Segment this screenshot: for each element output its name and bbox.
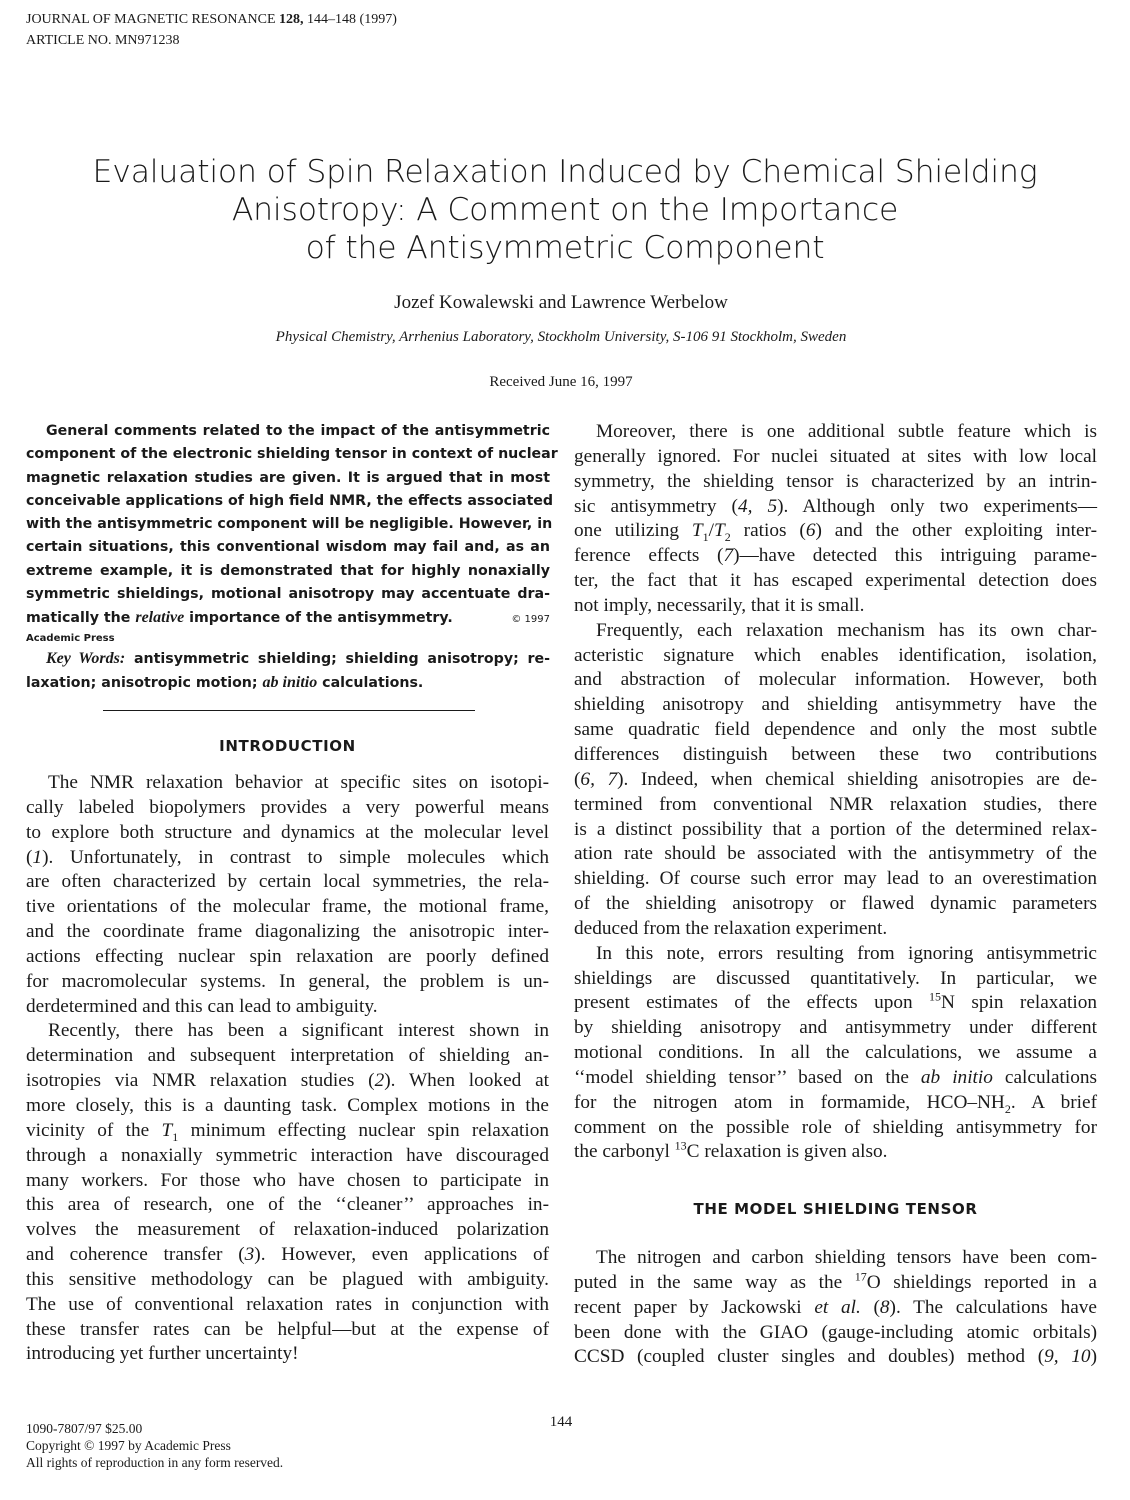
- body-line: volves the measurement of relaxation-induced polarization: [26, 1219, 549, 1241]
- body-text: calculations: [992, 1066, 1097, 1088]
- abstract: [26, 420, 558, 695]
- reference-number: 4, 5: [737, 495, 778, 517]
- body-emphasis: et al.: [814, 1296, 861, 1318]
- body-line: comment on the possible role of shielding antisymmetry for: [574, 1116, 1097, 1138]
- body-text: and coherence transfer (: [26, 1244, 245, 1266]
- right-column: [574, 420, 1097, 1165]
- reference-number: 9, 10: [1044, 1346, 1091, 1368]
- body-line: [574, 1091, 1097, 1116]
- section-heading-introduction: INTRODUCTION: [219, 737, 356, 755]
- body-text: recent paper by Jackowski: [574, 1296, 815, 1318]
- body-line: [574, 768, 1097, 793]
- body-line: shieldings are discussed quantitatively. In particular, we: [574, 967, 1097, 989]
- body-line: The nitrogen and carbon shielding tensors have been com-: [596, 1247, 1097, 1268]
- body-line: shielding. Of course such error may lead to an overestimation: [574, 868, 1097, 890]
- body-line: The use of conventional relaxation rates in conjunction with: [26, 1293, 549, 1315]
- reference-number: 6: [805, 520, 816, 542]
- body-line: and the coordinate frame diagonalizing the anisotropic inter-: [26, 921, 549, 943]
- body-line: are often characterized by certain local symmetries, the rela-: [26, 871, 549, 893]
- body-line: this area of research, one of the ‘‘cleaner’’ approaches in-: [26, 1194, 549, 1216]
- body-text: ). However, even applications of: [254, 1244, 550, 1266]
- body-line: tive orientations of the molecular frame, the motional frame,: [26, 896, 549, 918]
- body-text: minimum effecting nuclear spin relaxation: [178, 1119, 549, 1141]
- article-label: ARTICLE NO.: [26, 33, 112, 48]
- keywords-text: antisymmetric shielding; shielding anisotropy; re-: [125, 650, 550, 667]
- body-line: [574, 1140, 1097, 1165]
- math-subscript: 2: [724, 530, 731, 545]
- reference-number: 8: [879, 1296, 890, 1318]
- body-text: vicinity of the: [26, 1119, 162, 1141]
- body-line: ation rate should be associated with the antisymmetry of the: [574, 843, 1097, 865]
- body-line: motional conditions. In all the calculations, we assume a: [574, 1042, 1097, 1064]
- isotope-superscript: 13: [674, 1139, 687, 1154]
- body-text: ). Although only two experiments—: [777, 495, 1098, 517]
- body-line: differences distinguish between these two contributions: [574, 743, 1097, 765]
- isotope-superscript: 17: [854, 1269, 867, 1284]
- body-text: isotropies via NMR relaxation studies (: [26, 1070, 375, 1092]
- journal-name: JOURNAL OF MAGNETIC RESONANCE: [26, 12, 276, 27]
- paper-title: [40, 153, 1090, 267]
- body-emphasis: ab initio: [920, 1066, 993, 1088]
- title-line: Anisotropy: A Comment on the Importance: [231, 192, 899, 228]
- body-text: N spin relaxation: [941, 992, 1098, 1014]
- reference-number: 2: [374, 1070, 385, 1092]
- body-line: [574, 519, 1097, 544]
- reference-number: 7: [723, 545, 734, 567]
- math-subscript: 1: [172, 1129, 179, 1144]
- body-line: [574, 495, 1097, 520]
- right-column-continued: [574, 1246, 1097, 1370]
- article-number: MN971238: [114, 33, 180, 48]
- body-text: for the nitrogen atom in formamide, HCO–NH: [574, 1091, 1005, 1113]
- received-date: Received June 16, 1997: [489, 374, 633, 390]
- body-line: introducing yet further uncertainty!: [26, 1343, 299, 1365]
- formula-subscript: 2: [1004, 1101, 1011, 1116]
- reference-number: 1: [32, 846, 43, 868]
- math-symbol: T: [691, 520, 703, 542]
- body-line: [26, 1069, 549, 1094]
- body-text: ‘‘model shielding tensor’’ based on the: [574, 1066, 921, 1088]
- body-line: [574, 1066, 1097, 1091]
- body-line: acteristic signature which enables identification, isolation,: [574, 644, 1097, 666]
- body-text: (: [860, 1296, 880, 1318]
- journal-citation: [26, 9, 397, 30]
- keywords-label: Key Words:: [46, 649, 126, 667]
- body-text: ). Unfortunately, in contrast to simple molecules which: [42, 846, 549, 868]
- body-line: is a distinct possibility that a portion of the determined relax-: [574, 818, 1097, 840]
- body-line: determination and subsequent interpretation of shielding an-: [26, 1045, 549, 1067]
- body-line: [574, 544, 1097, 569]
- body-line: derdetermined and this can lead to ambiguity.: [26, 995, 378, 1017]
- reference-number: 3: [244, 1244, 255, 1266]
- body-line: Frequently, each relaxation mechanism has its own char-: [596, 619, 1097, 641]
- body-text: (: [574, 768, 581, 790]
- issn-price: 1090-7807/97 $25.00: [26, 1421, 143, 1436]
- abstract-line: component of the electronic shielding tensor in context of nuclear: [26, 446, 558, 463]
- body-line: termined from conventional NMR relaxation studies, there: [574, 793, 1097, 815]
- keywords-emphasis: ab initio: [262, 673, 318, 691]
- body-line: cally labeled biopolymers provides a very powerful means: [26, 796, 549, 818]
- journal-year: (1997): [359, 12, 397, 27]
- math-subscript: 1: [702, 530, 709, 545]
- body-text: present estimates of the effects upon: [574, 992, 930, 1014]
- left-column: [26, 771, 549, 1367]
- body-line: symmetry, the shielding tensor is characterized by an intrin-: [574, 470, 1097, 492]
- body-text: sic antisymmetry (: [574, 495, 738, 517]
- body-line: many workers. For those who have chosen to participate in: [26, 1169, 549, 1191]
- body-line: In this note, errors resulting from ignoring antisymmetric: [596, 942, 1097, 964]
- body-line: not imply, necessarily, that it is small.: [574, 594, 865, 616]
- abstract-line: extreme example, it is demonstrated that for highly nonaxially: [26, 562, 550, 579]
- body-line: [26, 1119, 549, 1144]
- abstract-line: General comments related to the impact of the antisymmetric: [46, 423, 550, 439]
- body-line: for macromolecular systems. In general, the problem is un-: [26, 970, 549, 992]
- affiliation: Physical Chemistry, Arrhenius Laboratory, Stockholm University, S-106 91 Stockholm, Sweden: [275, 329, 847, 345]
- math-symbol: T: [161, 1119, 173, 1141]
- math-operator: /: [708, 520, 715, 542]
- body-text: one utilizing: [574, 520, 692, 542]
- section-heading-model-shielding-tensor: THE MODEL SHIELDING TENSOR: [693, 1200, 978, 1218]
- abstract-line: magnetic relaxation studies are given. It is argued that in most: [26, 469, 550, 486]
- copyright-notice: © 1997: [511, 614, 550, 626]
- body-text: ference effects (: [574, 545, 724, 567]
- body-text: ). When looked at: [384, 1070, 549, 1092]
- keywords-line: [26, 671, 550, 695]
- body-text: ) and the other exploiting inter-: [815, 520, 1097, 542]
- math-symbol: T: [714, 520, 725, 542]
- body-line: this sensitive methodology can be plagued with ambiguity.: [26, 1268, 549, 1290]
- body-line: Recently, there has been a significant interest shown in: [48, 1020, 549, 1042]
- title-line: Evaluation of Spin Relaxation Induced by Chemical Shielding: [92, 154, 1038, 190]
- body-line: these transfer rates can be helpful—but at the expense of: [26, 1318, 549, 1340]
- body-text: C relaxation is given also.: [686, 1141, 888, 1163]
- body-text: ratios (: [730, 520, 806, 542]
- rights-line: All rights of reproduction in any form reserved.: [26, 1455, 284, 1470]
- abstract-line: symmetric shieldings, motional anisotropy may accentuate dra-: [26, 586, 550, 603]
- keywords-text: laxation; anisotropic motion;: [26, 674, 263, 691]
- abstract-emphasis: relative: [135, 609, 185, 627]
- body-line: to explore both structure and dynamics at the molecular level: [26, 821, 549, 843]
- page-number: 144: [549, 1414, 573, 1430]
- body-text: puted in the same way as the: [574, 1271, 855, 1293]
- journal-pages: 144–148: [307, 12, 357, 27]
- body-line: ter, the fact that it has escaped experimental detection does: [574, 570, 1097, 592]
- journal-volume: 128,: [279, 12, 304, 27]
- body-line: by shielding anisotropy and antisymmetry under different: [574, 1017, 1097, 1039]
- body-line: more closely, this is a daunting task. Complex motions in the: [26, 1094, 549, 1116]
- body-line: of the shielding anisotropy or flawed dynamic parameters: [574, 893, 1097, 915]
- publisher-name: Academic Press: [26, 632, 115, 644]
- body-text: )—have detected this intriguing parame-: [733, 545, 1097, 567]
- body-text: . A brief: [1010, 1091, 1098, 1113]
- body-line: [574, 1271, 1097, 1296]
- body-line: through a nonaxially symmetric interaction have discouraged: [26, 1144, 549, 1166]
- abstract-text: importance of the antisymmetry.: [184, 610, 453, 627]
- keywords-line: [26, 647, 550, 671]
- body-line: The NMR relaxation behavior at specific sites on isotopi-: [48, 772, 549, 793]
- abstract-line: [26, 606, 550, 630]
- abstract-line: conceivable applications of high field NMR, the effects associated: [26, 492, 554, 509]
- body-line: [574, 1296, 1097, 1321]
- body-line: [574, 1345, 1097, 1370]
- reference-number: 6, 7: [580, 768, 618, 790]
- abstract-divider: [103, 710, 475, 711]
- body-line: been done with the GIAO (gauge-including atomic orbitals): [574, 1321, 1097, 1343]
- body-text: ). Indeed, when chemical shielding anisotropies are de-: [617, 768, 1098, 790]
- body-line: [26, 846, 549, 871]
- body-line: [26, 1243, 549, 1268]
- body-line: and abstraction of molecular information. However, both: [574, 669, 1097, 691]
- journal-header: [26, 9, 397, 51]
- isotope-superscript: 15: [929, 989, 942, 1004]
- body-line: actions effecting nuclear spin relaxation are poorly defined: [26, 945, 549, 967]
- body-text: the carbonyl: [574, 1141, 675, 1163]
- body-text: ): [1090, 1346, 1097, 1368]
- body-text: (: [26, 846, 33, 868]
- keywords-text: calculations.: [317, 674, 424, 691]
- abstract-line: with the antisymmetric component will be negligible. However, in: [26, 516, 553, 533]
- body-line: shielding anisotropy and shielding antisymmetry have the: [574, 694, 1097, 716]
- title-line: of the Antisymmetric Component: [305, 230, 825, 266]
- body-line: [574, 991, 1097, 1016]
- body-text: CCSD (coupled cluster singles and doubles) method (: [574, 1346, 1045, 1368]
- body-text: O shieldings reported in a: [866, 1271, 1097, 1293]
- body-line: deduced from the relaxation experiment.: [574, 917, 888, 939]
- body-line: same quadratic field dependence and only the most subtle: [574, 719, 1097, 741]
- body-line: generally ignored. For nuclei situated at sites with low local: [574, 445, 1097, 467]
- body-text: ). The calculations have: [889, 1296, 1097, 1318]
- article-number-line: [26, 30, 397, 51]
- abstract-text: matically the: [26, 610, 136, 627]
- authors: Jozef Kowalewski and Lawrence Werbelow: [394, 292, 728, 313]
- abstract-line: certain situations, this conventional wisdom may fail and, as an: [26, 539, 550, 556]
- copyright-line: Copyright © 1997 by Academic Press: [26, 1438, 231, 1453]
- body-line: Moreover, there is one additional subtle feature which is: [596, 421, 1097, 442]
